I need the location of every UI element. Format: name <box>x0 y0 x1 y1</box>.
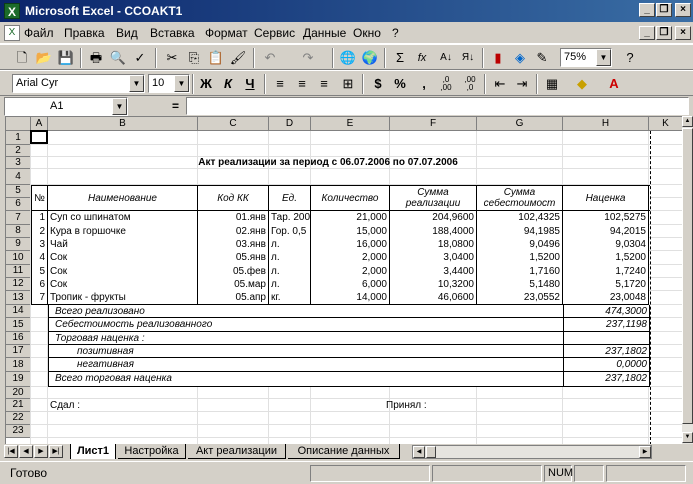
tab-list1[interactable]: Лист1 <box>70 444 116 459</box>
autosum-icon[interactable]: Σ <box>395 50 405 65</box>
received-label: Принял : <box>386 400 427 411</box>
window-title: Microsoft Excel - CCOAKT1 <box>25 4 183 18</box>
table-cell: 05.мар <box>198 278 269 291</box>
drawing-icon[interactable]: ✎ <box>536 50 548 65</box>
table-header: Сумма реализации <box>390 185 477 211</box>
table-cell: 03.янв <box>198 238 269 251</box>
doc-restore-button[interactable]: ❐ <box>656 26 672 40</box>
zoom-select[interactable] <box>560 48 612 67</box>
table-cell: 1,5200 <box>477 251 563 265</box>
table-cell: Тропик - фрукты <box>48 291 198 305</box>
close-button[interactable]: × <box>675 3 691 17</box>
table-cell: 46,0600 <box>390 291 477 305</box>
total-label: Себестоимость реализованного <box>48 318 563 332</box>
total-label: позитивная <box>48 345 563 358</box>
row-header[interactable]: 1 <box>6 131 31 145</box>
font-value: Arial Cyr <box>16 77 59 89</box>
row-header[interactable]: 9 <box>6 238 31 251</box>
spelling-icon[interactable]: ✓ <box>134 50 146 65</box>
table-cell: Кура в горшочке <box>48 225 198 238</box>
table-cell: 18,0800 <box>390 238 477 251</box>
column-header[interactable]: F <box>390 117 477 131</box>
table-cell: 02.янв <box>198 225 269 238</box>
table-cell: 3,0400 <box>390 251 477 265</box>
table-cell: 3 <box>31 238 48 251</box>
total-value: 0,0000 <box>563 358 650 372</box>
table-cell: 10,3200 <box>390 278 477 291</box>
table-cell: 5,1480 <box>477 278 563 291</box>
row-header[interactable]: 5 <box>6 185 31 198</box>
menu-bar <box>0 22 693 44</box>
table-cell: 6,000 <box>311 278 390 291</box>
print-icon[interactable]: 🖶 <box>89 50 103 65</box>
row-header[interactable]: 17 <box>6 345 31 358</box>
column-header[interactable]: E <box>311 117 390 131</box>
total-label: негативная <box>48 358 563 372</box>
increase-indent-icon[interactable]: ⇥ <box>516 76 528 91</box>
table-cell: 14,000 <box>311 291 390 305</box>
row-header[interactable]: 12 <box>6 278 31 291</box>
menu-file[interactable]: Файл <box>24 26 54 40</box>
total-label: Торговая наценка : <box>48 332 563 345</box>
borders-icon[interactable]: ▦ <box>545 76 559 91</box>
table-cell: л. <box>269 265 311 278</box>
chevron-down-icon[interactable]: ▼ <box>174 75 189 92</box>
table-header: Сумма себестоимост <box>477 185 563 211</box>
first-sheet-icon[interactable]: |◀ <box>4 445 18 458</box>
column-header[interactable]: G <box>477 117 563 131</box>
open-icon[interactable]: 📂 <box>35 50 53 65</box>
row-header[interactable]: 4 <box>6 169 31 185</box>
row-header[interactable]: 7 <box>6 211 31 225</box>
column-header[interactable]: B <box>48 117 198 131</box>
table-cell: 05.янв <box>198 251 269 265</box>
table-cell: 1,7160 <box>477 265 563 278</box>
hyperlink-icon[interactable]: 🌐 <box>339 50 357 65</box>
total-label: Всего торговая наценка <box>48 372 563 387</box>
gridline-h <box>31 144 682 145</box>
scroll-thumb[interactable] <box>682 128 693 424</box>
page-break-line <box>650 131 651 444</box>
underline-button[interactable]: Ч <box>245 76 255 91</box>
table-cell: 94,2015 <box>563 225 649 238</box>
currency-button[interactable]: $ <box>374 76 382 91</box>
status-panel <box>310 465 430 482</box>
increase-decimal-button[interactable]: ,0 ,00 <box>440 75 452 92</box>
vertical-scrollbar[interactable] <box>682 116 693 444</box>
row-header[interactable]: 21 <box>6 399 31 412</box>
column-header[interactable]: H <box>563 117 649 131</box>
prev-sheet-icon[interactable]: ◀ <box>19 445 33 458</box>
new-icon[interactable]: 🗋 <box>16 50 28 65</box>
column-header[interactable]: A <box>31 117 48 131</box>
active-cell[interactable] <box>30 130 48 144</box>
hscroll-thumb[interactable] <box>426 446 436 458</box>
table-cell: 21,000 <box>311 211 390 225</box>
chevron-down-icon[interactable]: ▼ <box>129 75 144 92</box>
table-header: Наценка <box>563 185 649 211</box>
last-sheet-icon[interactable]: ▶| <box>49 445 63 458</box>
gridline-h <box>31 437 682 438</box>
total-value: 237,1802 <box>563 372 650 387</box>
row-header[interactable]: 14 <box>6 305 31 318</box>
formula-bar <box>0 96 693 116</box>
fill-color-icon[interactable]: ◆ <box>577 76 587 91</box>
report-title: Акт реализации за период с 06.07.2006 по 07.07.2006 <box>198 157 458 168</box>
table-cell: 23,0552 <box>477 291 563 305</box>
sort-desc-icon[interactable]: Я↓ <box>461 52 475 63</box>
office-assistant-icon[interactable]: ? <box>626 50 634 65</box>
minimize-button[interactable]: _ <box>639 3 655 17</box>
doc-minimize-button[interactable]: _ <box>639 26 655 40</box>
scroll-right-icon[interactable]: ▶ <box>639 446 651 458</box>
menu-tools[interactable]: Сервис <box>254 26 296 40</box>
scroll-down-icon[interactable]: ▼ <box>682 432 693 443</box>
num-lock-indicator: NUM <box>544 465 572 482</box>
row-header[interactable]: 19 <box>6 372 31 387</box>
doc-close-button[interactable]: × <box>675 26 691 40</box>
copy-icon[interactable]: ⎘ <box>188 50 200 65</box>
table-cell: 5 <box>31 265 48 278</box>
sheet-tabs-bar <box>0 444 693 460</box>
status-ready: Готово <box>10 466 48 480</box>
font-color-icon[interactable]: A <box>609 76 619 91</box>
menu-view[interactable]: Вид <box>116 26 138 40</box>
font-size-value: 10 <box>152 77 165 89</box>
column-header[interactable]: D <box>269 117 311 131</box>
table-cell: 2 <box>31 225 48 238</box>
undo-icon[interactable]: ↶ <box>264 50 276 65</box>
save-icon[interactable]: 💾 <box>57 50 75 65</box>
format-painter-icon[interactable]: 🖌 <box>229 50 247 65</box>
table-cell: Тар. 200 <box>271 212 311 223</box>
table-header: Код КК <box>198 185 269 211</box>
bold-button[interactable]: Ж <box>200 76 212 91</box>
decrease-decimal-button[interactable]: ,00 ,0 <box>464 75 476 92</box>
status-panel <box>574 465 604 482</box>
total-value <box>563 332 650 345</box>
table-cell: 2,000 <box>311 251 390 265</box>
align-right-icon[interactable]: ≡ <box>320 76 328 91</box>
status-panel <box>432 465 542 482</box>
tab-data-description[interactable]: Описание данных <box>288 444 400 459</box>
formula-eq-label: = <box>172 99 180 113</box>
redo-icon[interactable]: ↷ <box>302 50 314 65</box>
tab-sales-act[interactable]: Акт реализации <box>188 444 286 459</box>
gridline-h <box>31 424 682 425</box>
table-cell: 2,000 <box>311 265 390 278</box>
menu-window[interactable]: Окно <box>353 26 381 40</box>
table-cell: Суп со шпинатом <box>48 211 198 225</box>
table-cell: Чай <box>48 238 198 251</box>
table-cell: 5,1720 <box>563 278 649 291</box>
row-header[interactable]: 13 <box>6 291 31 305</box>
menu-insert[interactable]: Вставка <box>150 26 195 40</box>
comma-button[interactable]: , <box>422 76 426 91</box>
total-value: 237,1802 <box>563 345 650 358</box>
align-center-icon[interactable]: ≡ <box>298 76 306 91</box>
font-select[interactable] <box>12 74 145 93</box>
table-cell: 4 <box>31 251 48 265</box>
font-size-select[interactable] <box>148 74 190 93</box>
total-value: 474,3000 <box>563 305 650 318</box>
workbook-icon[interactable]: X <box>4 25 20 41</box>
table-cell: 94,1985 <box>477 225 563 238</box>
status-panel <box>606 465 686 482</box>
table-header: Наименование <box>48 185 198 211</box>
align-left-icon[interactable]: ≡ <box>276 76 284 91</box>
row-header[interactable]: 10 <box>6 251 31 265</box>
row-header[interactable]: 8 <box>6 225 31 238</box>
merge-center-icon[interactable]: ⊞ <box>342 76 354 91</box>
sort-asc-icon[interactable]: A↓ <box>440 52 452 63</box>
table-cell: 23,0048 <box>563 291 649 305</box>
function-icon[interactable]: fx <box>417 52 427 64</box>
standard-toolbar <box>0 44 693 70</box>
map-icon[interactable]: ◈ <box>515 50 525 65</box>
row-header[interactable]: 22 <box>6 412 31 425</box>
web-toolbar-icon[interactable]: 🌍 <box>361 50 379 65</box>
status-bar <box>0 461 693 484</box>
chevron-down-icon[interactable]: ▼ <box>596 49 611 66</box>
table-cell: 05.апр <box>198 291 269 305</box>
table-header: Количество <box>311 185 390 211</box>
menu-help[interactable]: ? <box>392 26 399 40</box>
menu-edit[interactable]: Правка <box>64 26 105 40</box>
table-cell: л. <box>269 238 311 251</box>
table-cell: 01.янв <box>198 211 269 225</box>
table-cell: л. <box>269 251 311 265</box>
table-cell: 102,4325 <box>477 211 563 225</box>
total-value: 237,1198 <box>563 318 650 332</box>
table-cell: 204,9600 <box>390 211 477 225</box>
total-label: Всего реализовано <box>48 305 563 318</box>
table-cell: Гор. 0,5 <box>269 225 311 238</box>
next-sheet-icon[interactable]: ▶ <box>34 445 48 458</box>
formula-input[interactable] <box>186 97 689 115</box>
restore-button[interactable]: ❐ <box>656 3 672 17</box>
name-box-value: A1 <box>50 100 64 112</box>
row-header[interactable]: 23 <box>6 425 31 438</box>
row-header[interactable]: 20 <box>6 387 31 399</box>
chart-wizard-icon[interactable]: ▮ <box>494 50 502 65</box>
table-cell: 15,000 <box>311 225 390 238</box>
table-cell: 3,4400 <box>390 265 477 278</box>
menu-format[interactable]: Формат <box>205 26 248 40</box>
worksheet-grid[interactable] <box>5 116 682 444</box>
table-cell: 188,4000 <box>390 225 477 238</box>
column-header[interactable]: K <box>649 117 682 131</box>
table-cell: 1,5200 <box>563 251 649 265</box>
table-cell: 9,0304 <box>563 238 649 251</box>
row-header[interactable]: 18 <box>6 358 31 372</box>
scroll-left-icon[interactable]: ◀ <box>413 446 425 458</box>
table-cell: 05.фев <box>198 265 269 278</box>
table-cell: кг. <box>269 291 311 305</box>
paste-icon[interactable]: 📋 <box>207 50 225 65</box>
cut-icon[interactable]: ✂ <box>166 50 178 65</box>
row-header[interactable]: 16 <box>6 332 31 345</box>
name-box[interactable] <box>4 97 128 116</box>
row-header[interactable]: 6 <box>6 198 31 211</box>
table-cell: 1 <box>31 211 48 225</box>
scroll-up-icon[interactable]: ▲ <box>682 116 693 127</box>
menu-data[interactable]: Данные <box>303 26 347 40</box>
percent-button[interactable]: % <box>394 76 406 91</box>
table-cell: 6 <box>31 278 48 291</box>
table-cell: 1,7240 <box>563 265 649 278</box>
decrease-indent-icon[interactable]: ⇤ <box>494 76 506 91</box>
formatting-toolbar <box>0 70 693 96</box>
title-bar <box>0 0 693 22</box>
table-cell: 16,000 <box>311 238 390 251</box>
table-cell: Сок <box>48 278 198 291</box>
zoom-value: 75% <box>564 51 587 63</box>
table-cell: 102,5275 <box>563 211 649 225</box>
row-header[interactable]: 3 <box>6 157 31 169</box>
row-header[interactable]: 15 <box>6 318 31 332</box>
tab-settings[interactable]: Настройка <box>118 444 186 459</box>
table-header: № <box>31 185 48 211</box>
horizontal-scrollbar[interactable] <box>412 445 652 459</box>
column-header[interactable]: C <box>198 117 269 131</box>
row-header[interactable]: 2 <box>6 145 31 157</box>
excel-app-icon[interactable]: X <box>4 3 20 19</box>
handed-label: Сдал : <box>50 400 81 411</box>
row-header[interactable]: 11 <box>6 265 31 278</box>
table-header: Ед. <box>269 185 311 211</box>
italic-button[interactable]: К <box>224 76 232 91</box>
print-preview-icon[interactable]: 🔍 <box>109 50 127 65</box>
table-cell: Сок <box>48 251 198 265</box>
chevron-down-icon[interactable]: ▼ <box>112 98 127 115</box>
table-cell: 9,0496 <box>477 238 563 251</box>
table-cell: Сок <box>48 265 198 278</box>
select-all-corner[interactable] <box>6 117 31 131</box>
table-cell: л. <box>269 278 311 291</box>
table-cell: 7 <box>31 291 48 305</box>
